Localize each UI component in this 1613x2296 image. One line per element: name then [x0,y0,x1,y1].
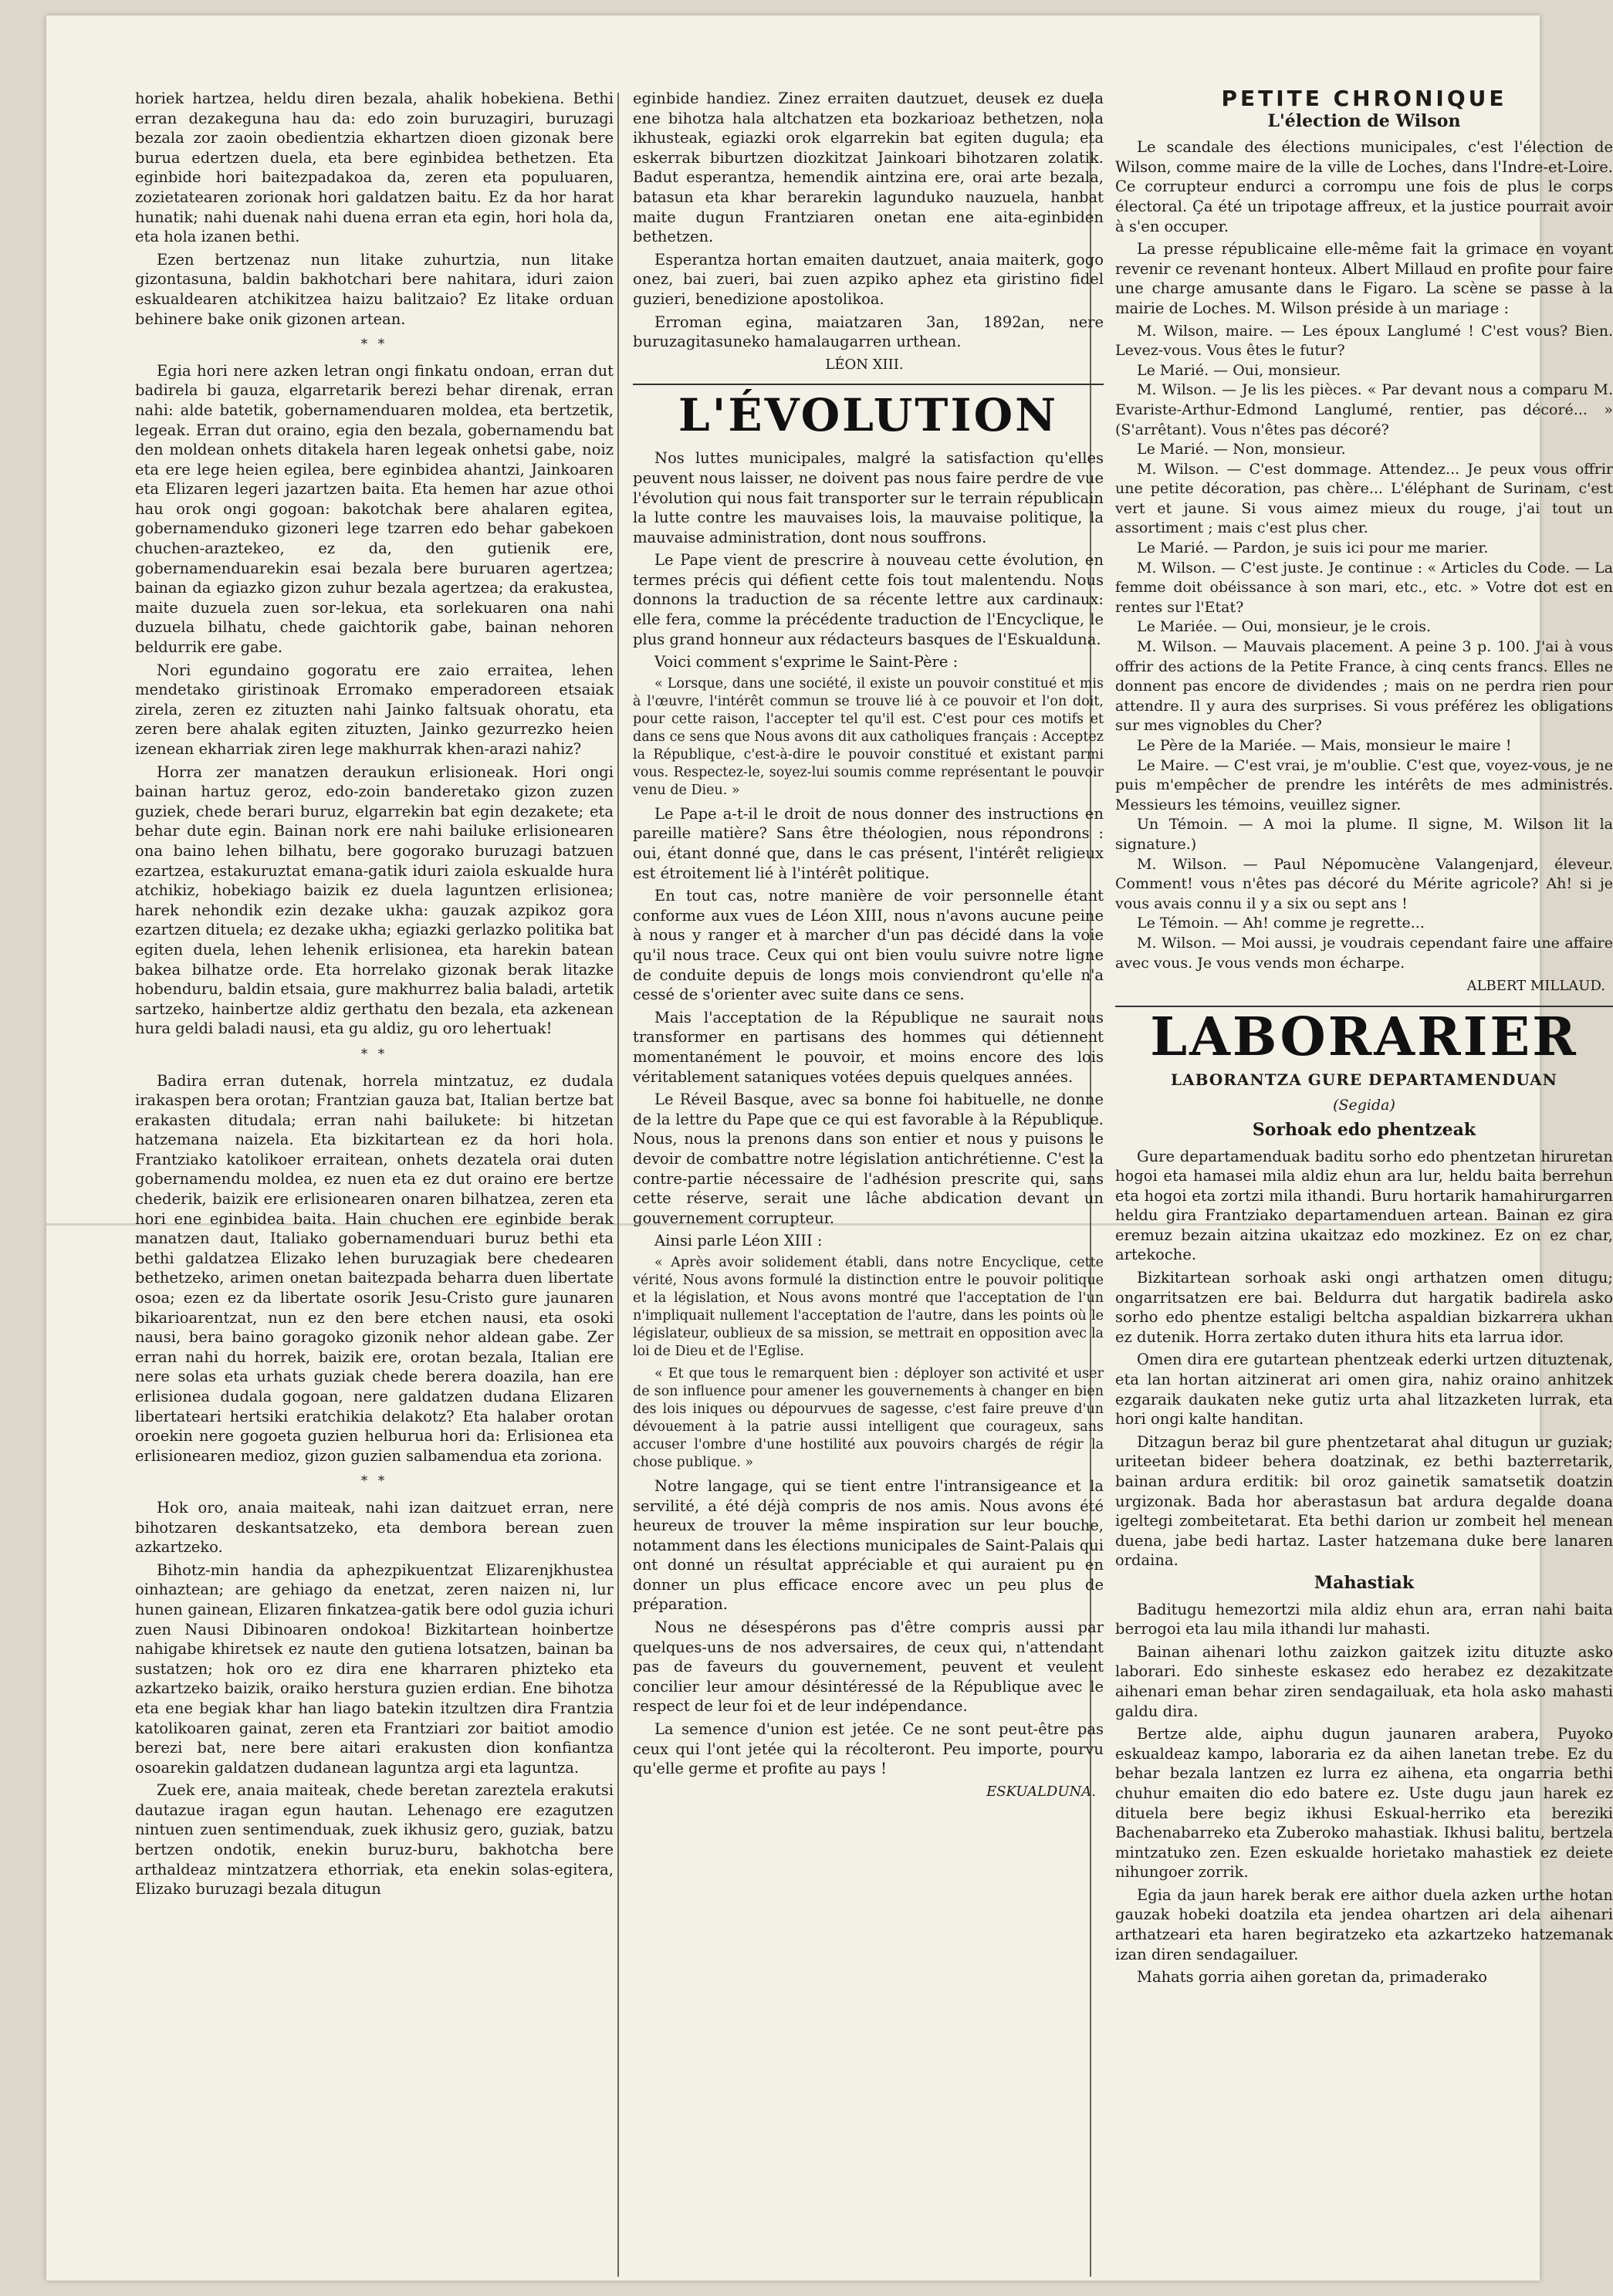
subsection-title-sorhoak: Sorhoak edo phentzeak [1252,1119,1476,1140]
signature-albert-millaud: ALBERT MILLAUD. [1466,978,1605,995]
subsection-title-mahastiak: Mahastiak [1314,1572,1415,1593]
paragraph: Bainan aihenari lothu zaizkon gaitzek izitu dituzte asko laborari. Edo sinheste eskasez edo herabez ez dezakitzate aihenari eman behar ziren sendagailuak, eta hola asko mahasti galdu dira. [1115,1642,1613,1720]
paragraph: Horra zer manatzen deraukun erlisioneak. Hori ongi bainan hartuz geroz, edo-zoin banderetako gizon zuzen guziek, chede berari buruz, elgarrekin bat egin dezakete; eta behar dute egin. Bainan nork ere nahi bailuke erlisionearen ona baino lehen bilhatu, bere gogorako buruzagi batzuen ezartzea, estakuruztat emana-gatik iduri zaiola eskualde hura atchikiz, hobekiago baizik ez duela laguntzen erlisionea; harek nehondik ezin dezake ukha: gauzak azpikoz gora ezartzen dituela; ez dezake ukha; egiazki gerlazko politika bat egiten duela, lehen lehenik erlisionea, eta harekin batean bakea bilhatze orde. Eta horrelako gizonak berak litazke hobenduru, baldin etsaia, gure makhurrez balia baladi, artetik sartzeko, hainbertze aldiz gerthatu den bezala, eta azkenean hura geldi baladi nausi, eta gu aldiz, gu oro lehertuak! [135,763,614,1038]
signature-leon-xiii: LÉON XIII. [825,356,904,373]
paragraph: Nous ne désespérons pas d'être compris aussi par quelques-uns de nos adversaires, de ceux qui, n'attendant pas de faveurs du gouvernement, peuvent et veulent concilier leur amour désintéressé de la République avec le respect de leur foi et de leur indépendance. [633,1618,1104,1716]
paragraph: Ainsi parle Léon XIII : [654,1232,823,1250]
dialog-line: M. Wilson. — Je lis les pièces. « Par devant nous a comparu M. Evariste-Arthur-Edmond Langlumé, rentier, pas décoré... » (S'arrêtant). Vous n'êtes pas décoré? [1115,381,1613,438]
dialog-line: M. Wilson. — C'est juste. Je continue : « Articles du Code. — La femme doit obéissance à son mari, etc., etc. » Votre dot est en rentes sur l'Etat? [1115,559,1613,616]
paragraph: Ditzagun beraz bil gure phentzetarat ahal ditugun ur guziak; uriteetan bideer behera doatzinak, ez bethi bazterretarik, bainan ardura erditik: bil oroz gainetik samatsetik doatzin urgizonak. Bada hor aberastasun bat ardura degalde doana igeltegi zombeitetarat. Eta bethi darion ur zombeit hel menean duena, jabe bedi hartaz. Laster hatzemana duke bere lanaren ordaina. [1115,1432,1613,1570]
section-separator: * * [360,1473,388,1490]
article-continuation-note: (Segida) [1333,1097,1395,1114]
newspaper-page [46,15,1613,2281]
signature-eskualduna: ESKUALDUNA. [986,1783,1096,1800]
paragraph: Voici comment s'exprime le Saint-Père : [654,653,959,671]
paragraph: Le scandale des élections municipales, c'est l'élection de Wilson, comme maire de la ville de Loches, dans l'Indre-et-Loire. Ce corrupteur endurci a corrompu une fois de plus le corps électoral. Ça été un tripotage affreux, et la justice pourrait avoir à s'en occuper. [1115,138,1613,235]
dialog-line: Le Père de la Mariée. — Mais, monsieur le maire ! [1137,737,1512,754]
paragraph: Ezen bertzenaz nun litake zuhurtzia, nun litake gizontasuna, baldin bakhotchari bere nahitara, iduri zaion eskualdearen atchikitzea haizu balitzaio? Ez litake orduan behinere bake onik gizonen artean. [135,250,614,328]
article-subtitle-wilson: L'élection de Wilson [1267,110,1461,131]
section-separator: * * [360,1046,388,1062]
quotation: « Et que tous le remarquent bien : déployer son activité et user de son influence pour amener les gouvernements à changer en bien des lois iniques ou dépourvues de sagesse, c'est faire preuve d'un dévouement à la patrie aussi intelligent que courageux, sans accuser l'ombre d'une hostilité aux pouvoirs chargés de régir la chose publique. » [633,1365,1104,1470]
paragraph: La presse républicaine elle-même fait la grimace en voyant revenir ce revenant honteux. Albert Millaud en profite pour faire une charge amusante dans le Figaro. La scène se passe à la mairie de Loches. M. Wilson préside à un mariage : [1115,240,1613,317]
paragraph: Omen dira ere gutartean phentzeak ederki urtzen dituztenak, eta lan hortan aitzinerat ari omen gira, nahiz oraino anhitzek ezgaraik daukaten neke gutiz urta ahal litzazketen lurrak, eta hori ongi kalte handitan. [1115,1351,1613,1429]
paragraph: Bihotz-min handia da aphezpikuentzat Elizarenjkhustea oinhaztean; are gehiago da enetzat, zeren naizen ni, lur hunen gainean, Elizaren finkatzea-gatik bere odol guzia ichuri zuen Nausi Dibinoaren ondokoa! Bizkitartean hoinbertze nahigabe khiretsek ez naute den gutiena lotsatzen, bainan ba sustatzen; hok oro ez dira ene kharraren phizteko eta azkartzeko baizik, oraiko herstura guzien erdian. Ene bihotza eta ene begiak khar han liago batekin itzultzen dira Frantzia katolikoaren gainat, zeren eta Frantziari zor baitiot amodio berezi bat, nere bere aitari erakusten dion konfiantza osoarekin galdatzen dudanean laguntza argi eta laguntza. [135,1561,614,1777]
column-chronique-laborarier [1115,86,1613,2273]
dialog-line: Le Marié. — Non, monsieur. [1137,441,1346,458]
paragraph: Bizkitartean sorhoak aski ongi arthatzen omen ditugu; ongarritsatzen ere bai. Beldurra dut hargatik badirela asko sorho edo phentze estaligi beltcha aspaldian bizkarrera ukhan ez dutenik. Horra zertako duten ithura hits eta larrua idor. [1115,1269,1613,1346]
section-title-petite-chronique: PETITE CHRONIQUE [1221,86,1507,111]
paragraph: En tout cas, notre manière de voir personnelle étant conforme aux vues de Léon XIII, nous n'avons aucune peine à nous y ranger et à marcher d'un pas décidé dans la voie qu'il nous trace. Ceux qui ont bien voulu suivre notre ligne de conduite depuis de longs mois conviendront qu'elle n'a cessé de s'orienter avec suite dans ce sens. [633,887,1104,1004]
paragraph: horiek hartzea, heldu diren bezala, ahalik hobekiena. Bethi erran dezakeguna hau da: edo zoin buruzagiri, buruzagi bezala zor zaoin obedientzia ekhartzen dioen gizonak bere burua edertzen duela, eta bere eginbidea bethetzen. Eta eginbide hori baitezpadakoa da, zeren eta populuaren, zozietatearen zorionak hori galdatzen baitu. Ez da hor harat hunatik; nahi duenak nahi duena erran eta egin, hori hola da, eta hola izanen bethi. [135,90,614,246]
paragraph: Notre langage, qui se tient entre l'intransigeance et la servilité, a été déjà compris de nos amis. Nous avons été heureux de trouver la même inspiration sur leur bouche, notamment dans les élections municipales de Saint-Palais qui ont donné un résultat appréciable et qui auraient pu en donner un plus efficace encore avec un peu plus de préparation. [633,1476,1104,1614]
paragraph: Le Pape a-t-il le droit de nous donner des instructions en pareille matière? Sans être théologien, nous répondrons : oui, étant donné que, dans le cas présent, l'intérêt religieux est étroitement lié à l'intérêt politique. [633,804,1104,882]
paragraph: Mahats gorria aihen goretan da, primaderako [1137,1968,1487,1987]
dialog-line: Le Maire. — C'est vrai, je m'oublie. C'est que, voyez-vous, je ne puis m'empêcher de prendre les intérêts de mes administrés. Messieurs les témoins, veuillez signer. [1115,756,1613,813]
column-rule-1 [617,93,619,2277]
paragraph: Le Réveil Basque, avec sa bonne foi habituelle, ne donne de la lettre du Pape que ce qui est favorable à la République. Nous, nous la prenons dans son entier et nous y puisons le devoir de combattre notre législation antichrétienne. C'est la contre-partie nécessaire de l'adhésion prescrite qui, sans cette réserve, serait une lâche abdication devant un gouvernement corrupteur. [633,1091,1104,1227]
paragraph: Nori egundaino gogoratu ere zaio erraitea, lehen mendetako giristinoak Erromako emperadoreen etsaiak zirela, zeren ez zituzten nahi Jainko faltsuak ohoratu, eta zeren bere ahalak egiten zituzten, Jainko gezurrezko heien izenean ekharriak ziren lege makhurrak khen-arazi nahiz? [135,661,614,758]
dialog-line: Un Témoin. — A moi la plume. Il signe, M. Wilson lit la signature.) [1115,816,1613,853]
paragraph: Le Pape vient de prescrire à nouveau cette évolution, en termes précis qui défient cette fois tout malentendu. Nous donnons la traduction de sa récente lettre aux cardinaux: elle fera, comme la précédente traduction de l'Encyclique, le plus grand honneur aux rédacteurs basques de l'Eskualduna. [633,551,1104,648]
paragraph: Hok oro, anaia maiteak, nahi izan daitzuet erran, nere bihotzaren deskantsatzeko, eta dembora berean zuen azkartzeko. [135,1498,614,1557]
section-separator: * * [360,336,388,353]
dialog-line: M. Wilson. — C'est dommage. Attendez... Je peux vous offrir une petite décoration, pas chère... L'éléphant de Surinam, c'est vert et jaune. Si vous aimez mieux du rouge, j'ai tout un assortiment ; mais c'est plus cher. [1115,460,1613,537]
article-headline-laborarier: LABORARIER [1115,1006,1613,1063]
quotation: « Après avoir solidement établi, dans notre Encyclique, cette vérité, Nous avons formulé la distinction entre le pouvoir politique et la législation, et Nous avons montré que l'acceptation de l'un n'impliquait nullement l'acceptation de l'autre, dans les points où le législateur, oublieux de sa mission, se mettrait en opposition avec la loi de Dieu et de l'Eglise. [633,1254,1104,1359]
paragraph: Bertze alde, aiphu dugun jaunaren arabera, Puyoko eskualdeaz kampo, laboraria ez da aihen lanetan trebe. Ez du behar bezala lantzen ez lurra ez aihena, eta ongarria bethi chuhur emaiten dio edo batere ez. Uste dugu jaun harek ez dituela bere begiz ikhusi Eskual-herriko eta bereziki Bachenabarreko eta Zuberoko mahastiak. Ikhusi balitu, bertzela mintzatuko zen. Ezen eskualde horietako mahastiek ez deiete nihungoer zorrik. [1115,1725,1613,1882]
paragraph: Egia da jaun harek berak ere aithor duela azken urthe hotan gauzak hobeki doatzila eta jendea ohartzen ari dela aihenari arthatzeari eta haren begiratzeko eta azkartzeko hatzemanak izan diren sendagailuer. [1115,1885,1613,1963]
paragraph: Erroman egina, maiatzaren 3an, 1892an, nere buruzagitasuneko hamalaugarren urthean. [633,313,1104,351]
dialog-line: Le Marié. — Oui, monsieur. [1137,361,1341,379]
paragraph: Baditugu hemezortzi mila aldiz ehun ara, erran nahi baita berrogoi eta lau mila ithandi lur mahasti. [1115,1600,1613,1638]
dialog-line: M. Wilson, maire. — Les époux Langlumé ! C'est vous? Bien. Levez-vous. Vous êtes le futur? [1115,322,1613,360]
article-headline-evolution: L'ÉVOLUTION [633,384,1104,441]
article-subtitle-laborantza: LABORANTZA GURE DEPARTAMENDUAN [1171,1070,1557,1089]
column-evolution [633,89,1104,2273]
paragraph: Esperantza hortan emaiten dautzuet, anaia maiterk, gogo onez, bai zueri, bai zuen azpiko aphez eta giristino fidel guzieri, benedizione apostolikoa. [633,250,1104,308]
quotation: « Lorsque, dans une société, il existe un pouvoir constitué et mis à l'œuvre, l'intérêt commun se trouve lié à ce pouvoir et l'on doit, pour cette raison, l'accepter tel qu'il est. C'est pour ces motifs et dans ce sens que Nous avons dit aux catholiques français : Acceptez la République, c'est-à-dire le pouvoir constitué et existant parmi vous. Respectez-le, soyez-lui soumis comme représentant le pouvoir venu de Dieu. » [633,675,1104,798]
paragraph: Mais l'acceptation de la République ne saurait nous transformer en partisans des hommes qui détiennent momentanément le pouvoir, et moins encore des lois véritablement sataniques votées depuis quelques années. [633,1008,1104,1086]
dialog-line: M. Wilson. — Paul Népomucène Valangenjard, éleveur. Comment! vous n'êtes pas décoré du Mérite agricole? Ah! si je vous avais connu il y a six ou sept ans ! [1115,855,1613,912]
paragraph: La semence d'union est jetée. Ce ne sont peut-être pas ceux qui l'ont jetée qui la récolteront. Peu importe, pourvu qu'elle germe et profite au pays ! [633,1720,1104,1778]
dialog-line: M. Wilson. — Mauvais placement. A peine 3 p. 100. J'ai à vous offrir des actions de la Petite France, à cinq cents francs. Elles ne donnent pas encore de dividendes ; mais on ne perdra rien pour attendre. Il y aura des surprises. Si vous préférez les obligations sur mes vignobles du Cher? [1115,638,1613,735]
paragraph: eginbide handiez. Zinez erraiten dautzuet, deusek ez duela ene bihotza hala altchatzen eta bozkarioaz bethetzen, nola ikhusteak, egiazki orok elgarrekin bat egiten dugula; eta eskerrak biburtzen diozkitzat Jainkoari bihotzaren zolatik. Badut esperantza, hemendik aintzina ere, orai arte bezala, batasun eta khar berarekin lagunduko nauzuela, hanbat maite dugun Frantziaren onetan ene aita-eginbiden bethetzen. [633,90,1104,246]
paragraph: Egia hori nere azken letran ongi finkatu ondoan, erran dut badirela bi gauza, elgarretarik berezi behar direnak, erran nahi: alde batetik, gobernamenduaren moldea, eta bertzetik, legeak. Erran dut oraino, egia den bezala, gobernamendu bat den moldean onhets ditakela haren legeak onhetsi gabe, noiz eta ere lege heien egilea, bere eginbidea ahantzi, Jainkoaren eta Elizaren legeri jazartzen baita. Eta hemen har azue othoi hau orok ongi gogoan: bakotchak bere ahalaren egitea, gobernamenduko gizoneri lege tzarren edo behar gabekoen chuchen-araztekeo, ez da, den gutienik ere, gobernamenduarekin esai bezala bere buruaren agertzea; bainan da egiazko gizon zuhur bezala agertzea; da erakustea, maite duzuela zuen sor-lekua, eta sorlekuaren ona nahi duzuela bilhatu, chede gaichtorik gabe, bainan nehoren beldurrik ere gabe. [135,361,614,657]
dialog-line: Le Marié. — Pardon, je suis ici pour me marier. [1137,539,1489,557]
column-basque-letter [135,89,614,2273]
dialog-line: Le Témoin. — Ah! comme je regrette... [1137,915,1425,932]
paragraph: Nos luttes municipales, malgré la satisfaction qu'elles peuvent nous laisser, ne doivent pas nous faire perdre de vue l'évolution qui nous fait transporter sur le terrain républicain la lutte contre les mauvaises lois, la mauvaise politique, la mauvaise administration, dont nous souffrons. [633,449,1104,546]
paragraph: Gure departamenduak baditu sorho edo phentzetan hiruretan hogoi eta hamasei mila aldiz ehun ara lur, heldu baita berrehun eta hogoi eta zortzi mila ithandi. Buru hortarik hamahirurgarren heldu gira Frantziako departamenduen artean. Bainan ez gira eremuz bezain aitzina ukaitzaz edo mozkinez. Ez on ez char, artekoche. [1115,1147,1613,1264]
dialog-line: Le Mariée. — Oui, monsieur, je le crois. [1137,618,1432,636]
paragraph: Zuek ere, anaia maiteak, chede beretan zareztela erakutsi dautazue iragan egun hautan. Lehenago ere ezagutzen nintuen zuen sentimenduak, zuek ikhusiz gero, guziak, batzu bertzen ondotik, enekin buruz-buru, bakhotcha bere arthaldeaz mintzatzera ethorriak, eta enekin solas-egitera, Elizako buruzagi bezala ditugun [135,1781,614,1899]
dialog-line: M. Wilson. — Moi aussi, je voudrais cependant faire une affaire avec vous. Je vous vends mon écharpe. [1115,934,1613,972]
paragraph: Badira erran dutenak, horrela mintzatuz, ez dudala irakaspen bera orotan; Frantzian gauza bat, Italian bertze bat erakasten ditudala; erran nahi bailukete: bi hitzetan hatzemana naizela. Eta bizkitartean ez da hori hola. Frantziako katolikoer erraitean, onhets dezatela orai duten gobernamendu moldea, ez nuen eta ez dut oraino ere bertze chederik, baizik ere erlisionearen onaren bilhatzea, zeren eta hori ene eginbidea baita. Hain chuchen ere eginbide berak manatzen daut, Italiako gobernamenduari buruz bethi eta bethi galdatzea Elizako lehen buruzagiak bere chedearen bethetzeko, arimen onetan baitezpada beharra duen libertate osoa; ezen ez da libertate osorik Jesu-Cristo gure jaunaren bikarioarentzat, nun ez den bere etchen nausi, eta osoki nausi, bera baino goragoko gizonik nehor aldean gabe. Zer erran nahi du horrek, baizik ere, orotan bezala, Italian ere nere solas eta urhats guziak chede berera doazila, han ere erlisionea dudala gogoan, nere galdatzen dudana Elizaren libertateari hertsiki eratchikia delakotz? Eta halaber orotan oroekin nere gogoeta guzien helburua hori da: Erlisionea eta erlisionearen medioz, gizon guzien salbamendua eta zoriona. [135,1071,614,1465]
